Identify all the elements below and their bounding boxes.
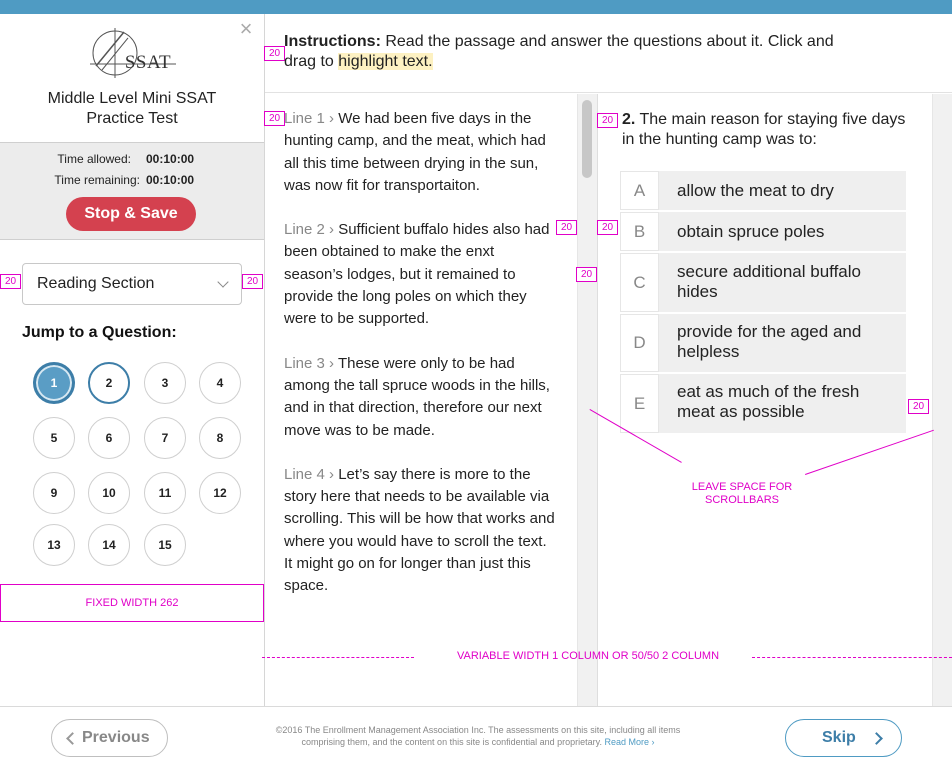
time-allowed-value: 00:10:00: [146, 152, 195, 166]
fixed-width-annotation: FIXED WIDTH 262: [0, 584, 264, 622]
close-button[interactable]: [236, 16, 256, 41]
spacing-annotation: 20: [576, 267, 597, 282]
question-button-7[interactable]: 7: [144, 417, 186, 459]
test-title: [0, 89, 264, 129]
spacing-annotation: 20: [597, 220, 618, 235]
passage-scrollbar-thumb[interactable]: [582, 100, 592, 178]
answer-letter: E: [620, 374, 659, 433]
question-button-8[interactable]: 8: [199, 417, 241, 459]
question-button-10[interactable]: 10: [88, 472, 130, 514]
spacing-annotation: 20: [597, 113, 618, 128]
question-button-6[interactable]: 6: [88, 417, 130, 459]
question-text: The main reason for staying five days in the hunting camp was to:: [622, 111, 906, 148]
instructions: [284, 32, 864, 72]
variable-width-annotation: VARIABLE WIDTH 1 COLUMN OR 50/50 2 COLUMN: [456, 650, 720, 662]
answer-text: obtain spruce poles: [677, 222, 825, 241]
read-more-link[interactable]: Read More ›: [604, 737, 655, 747]
spacing-annotation: 20: [264, 46, 285, 61]
scrollbar-annotation-line1: LEAVE SPACE FOR: [691, 481, 793, 493]
section-select[interactable]: [22, 263, 242, 305]
passage-line-1[interactable]: [284, 108, 556, 197]
instructions-text: Read the passage and answer the questions about it. Click and drag to: [284, 33, 834, 70]
spacing-annotation: 20: [264, 111, 285, 126]
time-remaining-label: Time remaining:: [54, 173, 140, 187]
ssat-logo: [88, 26, 178, 80]
line-number: Line 1 ›: [284, 110, 335, 127]
answer-letter: A: [620, 171, 659, 210]
answer-text: provide for the aged and helpless: [677, 322, 862, 361]
spacing-annotation: 20: [242, 274, 263, 289]
annotation-dash-left: [262, 657, 414, 658]
footer: [0, 706, 952, 768]
question-button-14[interactable]: 14: [88, 524, 130, 566]
scrollbar-annotation-line2: SCROLLBARS: [705, 494, 779, 506]
section-select-value: Reading Section: [37, 275, 155, 292]
question-button-11[interactable]: 11: [144, 472, 186, 514]
question-button-4[interactable]: 4: [199, 362, 241, 404]
answer-option-d[interactable]: [620, 314, 906, 372]
answer-option-c[interactable]: [620, 253, 906, 312]
spacing-annotation: 20: [908, 399, 929, 414]
stop-save-button[interactable]: Stop & Save: [66, 197, 196, 231]
time-remaining-value: 00:10:00: [146, 173, 195, 187]
previous-button[interactable]: [51, 719, 168, 757]
logo-text: SSAT: [124, 52, 172, 73]
line-text[interactable]: We had been five days in the hunting camp, and the meat, which had all this time between drying in the sun, was now fit for transportaiton.: [284, 110, 546, 194]
test-title-line1: Middle Level Mini SSAT: [47, 90, 217, 107]
question-button-2[interactable]: 2: [88, 362, 130, 404]
question-button-12[interactable]: 12: [199, 472, 241, 514]
scrollbar-annotation: [672, 481, 812, 507]
previous-label: Previous: [82, 729, 150, 746]
instructions-divider: [265, 92, 952, 93]
answer-letter: B: [620, 212, 659, 251]
answer-option-e[interactable]: [620, 374, 906, 433]
top-accent-bar: [0, 0, 952, 14]
reading-passage[interactable]: [284, 108, 556, 620]
skip-button[interactable]: [785, 719, 902, 757]
answer-letter: D: [620, 314, 659, 372]
sidebar: [0, 14, 265, 706]
answer-letter: C: [620, 253, 659, 312]
jump-to-question-label: Jump to a Question:: [22, 324, 177, 341]
question-stem: [622, 110, 912, 150]
question-button-9[interactable]: 9: [33, 472, 75, 514]
chevron-left-icon: [66, 732, 79, 745]
question-button-1[interactable]: 1: [33, 362, 75, 404]
answer-option-b[interactable]: [620, 212, 906, 251]
question-number: 2.: [622, 111, 636, 128]
line-text[interactable]: Let’s say there is more to the story here that needs to be available via scrolling. This will be how that works and where you would have to scroll the text. It might go on for longer than just this space.: [284, 465, 555, 595]
passage-scrollbar[interactable]: [577, 94, 597, 706]
answer-text: secure additional buffalo hides: [677, 262, 861, 301]
passage-line-4[interactable]: [284, 464, 556, 598]
column-divider: [597, 94, 598, 706]
answer-text: eat as much of the fresh meat as possible: [677, 382, 860, 421]
chevron-down-icon: [217, 276, 228, 287]
annotation-leader-line: [805, 430, 934, 475]
question-button-3[interactable]: 3: [144, 362, 186, 404]
test-title-line2: Practice Test: [86, 110, 178, 127]
answer-option-a[interactable]: [620, 171, 906, 210]
annotation-dash-right: [752, 657, 952, 658]
question-scrollbar[interactable]: [932, 94, 952, 706]
answer-text: allow the meat to dry: [677, 181, 834, 200]
copyright-line2: comprising them, and the content on this site is confidential and proprietary.: [301, 737, 605, 747]
line-number: Line 3 ›: [284, 354, 335, 372]
copyright-line1: ©2016 The Enrollment Management Association Inc. The assessments on this site, including all items: [275, 725, 681, 735]
question-button-5[interactable]: 5: [33, 417, 75, 459]
skip-label: Skip: [822, 729, 856, 746]
passage-line-2[interactable]: [284, 219, 556, 330]
question-button-13[interactable]: 13: [33, 524, 75, 566]
time-allowed-label: Time allowed:: [57, 152, 131, 166]
line-text[interactable]: These were only to be had among the tall spruce woods in the hills, and in that direction, therefore our next move was to be made.: [284, 354, 550, 439]
close-icon: ×: [239, 16, 253, 41]
spacing-annotation: 20: [0, 274, 21, 289]
time-panel: [0, 142, 264, 240]
highlight-sample: highlight text.: [338, 53, 433, 70]
question-button-15[interactable]: 15: [144, 524, 186, 566]
chevron-right-icon: [870, 732, 883, 745]
instructions-label: Instructions:: [284, 33, 381, 50]
line-text[interactable]: Sufficient buffalo hides also had been obtained to make the enxt season’s lodges, but it remained to provide the long poles on which they were to be supported.: [284, 221, 550, 328]
line-number: Line 2 ›: [284, 221, 335, 239]
copyright-notice: [240, 724, 716, 748]
passage-line-3[interactable]: [284, 353, 556, 442]
line-number: Line 4 ›: [284, 465, 335, 483]
spacing-annotation: 20: [556, 220, 577, 235]
